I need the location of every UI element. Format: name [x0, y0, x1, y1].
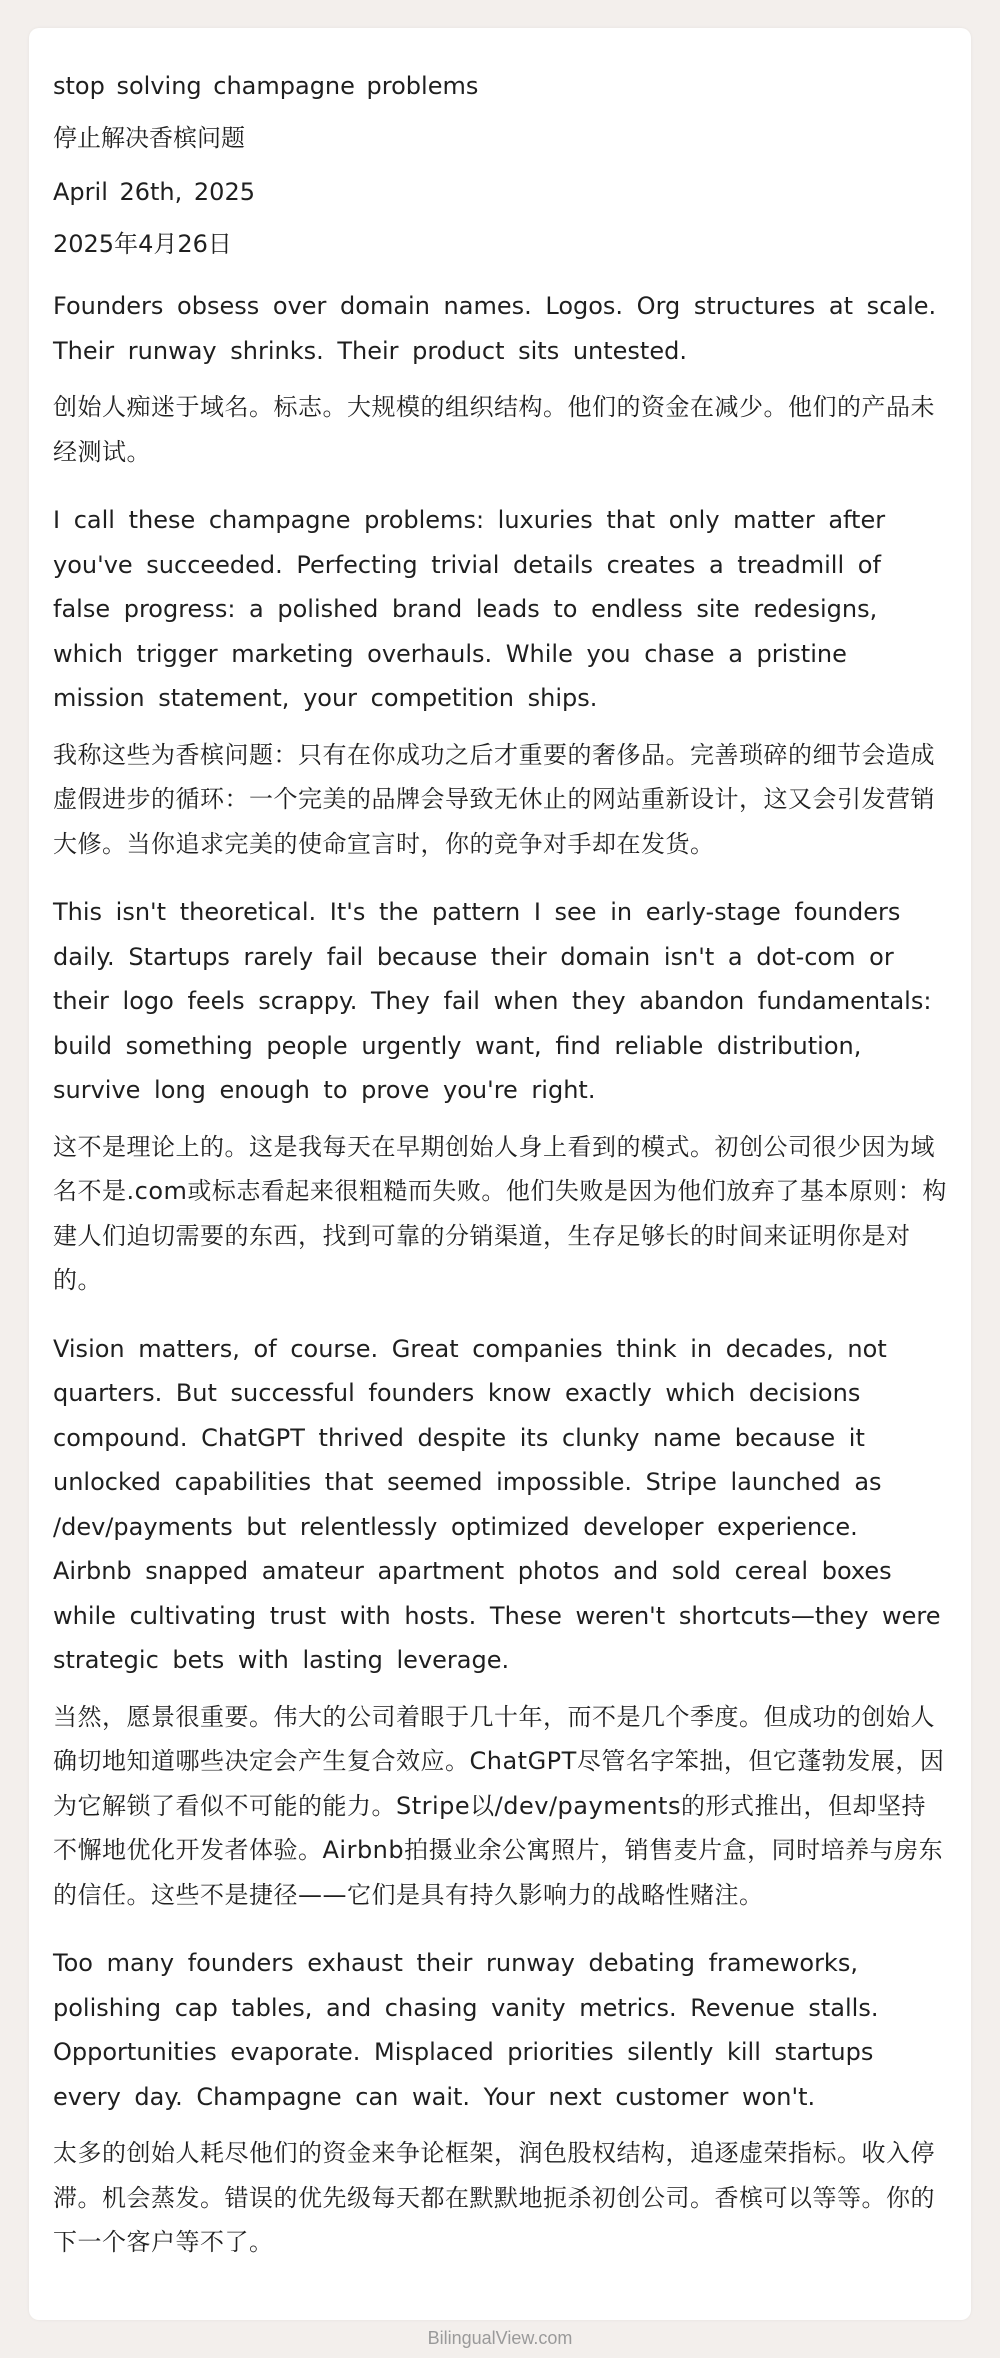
paragraph-en-4: Vision matters, of course. Great companies think in decades, not quarters. But successful founders know exactly which decisions compound. ChatGPT thrived despite its clunky name because it unlocked capabilities that seemed impossible. Stripe launched as /dev/payments but relentlessly optimized developer experience. Airbnb snapped amateur apartment photos and sold cereal boxes while cultivating trust with hosts. These weren't shortcuts—they were strategic bets with lasting leverage. [53, 1334, 941, 1674]
paragraph-en-5: Too many founders exhaust their runway debating frameworks, polishing cap tables, and chasing vanity metrics. Revenue stalls. Opportunities evaporate. Misplaced priorities silently kill startups every day. Champagne can wait. Your next customer won't. [53, 1949, 879, 2111]
paragraph-zh-3: 这不是理论上的。这是我每天在早期创始人身上看到的模式。初创公司很少因为域名不是.com或标志看起来很粗糙而失败。他们失败是因为他们放弃了基本原则：构建人们迫切需要的东西，找到可靠的分销渠道，生存足够长的时间来证明你是对的。 [53, 1132, 947, 1294]
title-zh: 停止解决香槟问题 [53, 124, 245, 152]
paragraph-en-1: Founders obsess over domain names. Logos. Org structures at scale. Their runway shrinks. Their product sits untested. [53, 292, 937, 365]
paragraph-zh-4: 当然，愿景很重要。伟大的公司着眼于几十年，而不是几个季度。但成功的创始人确切地知道哪些决定会产生复合效应。ChatGPT尽管名字笨拙，但它蓬勃发展，因为它解锁了看似不可能的能力。Stripe以/dev/payments的形式推出，但却坚持不懈地优化开发者体验。Airbnb拍摄业余公寓照片，销售麦片盒，同时培养与房东的信任。这些不是捷径——它们是具有持久影响力的战略性赌注。 [53, 1702, 945, 1909]
paragraph-zh-5: 太多的创始人耗尽他们的资金来争论框架，润色股权结构，追逐虚荣指标。收入停滞。机会蒸发。错误的优先级每天都在默默地扼杀初创公司。香槟可以等等。你的下一个客户等不了。 [53, 2139, 935, 2256]
paragraph-zh-2: 我称这些为香槟问题：只有在你成功之后才重要的奢侈品。完善琐碎的细节会造成虚假进步的循环：一个完美的品牌会导致无休止的网站重新设计，这又会引发营销大修。当你追求完美的使命宣言时，你的竞争对手却在发货。 [53, 740, 935, 858]
paragraph-en-3: This isn't theoretical. It's the pattern I see in early-stage founders daily. Startups rarely fail because their domain isn't a dot-com or their logo feels scrappy. They fail when they abandon fundamentals: build something people urgently want, find reliable distribution, survive long enough to prove you're right. [53, 898, 932, 1104]
article-card [29, 28, 971, 2320]
paragraph-en-2: I call these champagne problems: luxuries that only matter after you've succeeded. Perfecting trivial details creates a treadmill of false progress: a polished brand leads to endless site redesigns, which trigger marketing overhauls. While you chase a pristine mission statement, your competition ships. [53, 506, 886, 712]
date-zh: 2025年4月26日 [53, 230, 232, 258]
footer-site-link[interactable]: BilingualView.com [427, 2328, 573, 2348]
title-en: stop solving champagne problems [53, 72, 479, 100]
paragraph-zh-1: 创始人痴迷于域名。标志。大规模的组织结构。他们的资金在减少。他们的产品未经测试。 [53, 393, 935, 466]
date-en: April 26th, 2025 [53, 178, 255, 206]
